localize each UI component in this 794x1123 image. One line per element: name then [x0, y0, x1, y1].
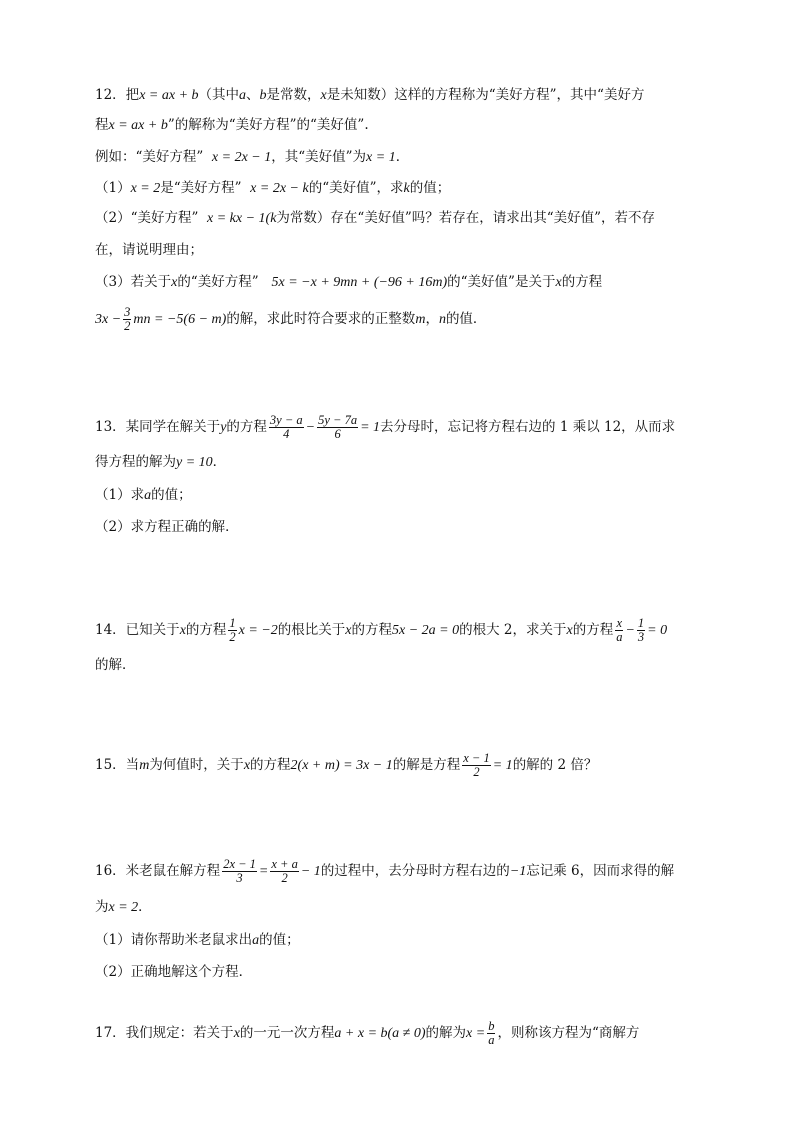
q16-part-2: （2）正确地解这个方程． — [95, 964, 253, 980]
q14-line-2: 的解． — [95, 657, 136, 673]
fraction-x-1-over-2: $\frac{x - 1}{2}$ — [463, 751, 490, 779]
fraction-1-3: $\frac{1}{3}$ — [637, 616, 645, 644]
fraction-5y-7a-over-6: $\frac{5y - 7a}{6}$ — [318, 413, 358, 441]
q12-line-2: 程x = ax + b”的解称为“美好方程”的“美好值”. — [95, 117, 369, 133]
fraction-3-2: $\frac{3}{2}$ — [124, 305, 131, 333]
fraction-2x-1-over-3: $\frac{2x - 1}{3}$ — [223, 857, 256, 885]
q13-line-1: 13．某同学在解关于y的方程 $\frac{3y - a}{4}$ − $\frac{5y - 7a}{6}$ = 1去分母时，忘记将方程右边的 1 乘以 12，从而求 — [95, 413, 676, 441]
q16-line-2: 为x = 2． — [95, 899, 152, 915]
q12-part-3-cont: 3x − $\frac{3}{2}$ mn = −5(6 − m)的解，求此时符合要求的正整数m，n的值． — [95, 305, 487, 333]
q12-part-2-cont: 在，请说明理由； — [95, 242, 203, 258]
q13-part-2: （2）求方程正确的解． — [95, 519, 239, 535]
q16-part-1: （1）请你帮助米老鼠求出a的值； — [95, 932, 300, 948]
q14-line-1: 14．已知关于x的方程 $\frac{1}{2}$ x = −2的根比关于x的方程5x − 2a = 0的根大 2，求关于x的方程 $\frac{x}{a}$ − $\frac{1}{3}$ = 0 — [95, 616, 668, 644]
q12-part-2: （2）“美好方程” x = kx − 1(k为常数）存在“美好值”吗？若存在，请求出其“美好值”，若不存 — [95, 210, 656, 226]
fraction-x-a: $\frac{x}{a}$ — [616, 616, 623, 644]
q16-line-1: 16．米老鼠在解方程 $\frac{2x - 1}{3}$ = $\frac{x + a}{2}$ − 1的过程中，去分母时方程右边的−1忘记乘 6，因而求得的解 — [95, 857, 675, 885]
q12-part-3: （3）若关于x的“美好方程” 5x = −x + 9mn + (−96 + 16m)的“美好值”是关于x的方程 — [95, 274, 603, 290]
q12-line-1: 12．把x = ax + b（其中a、b是常数，x是未知数）这样的方程称为“美好方程”，其中“美好方 — [95, 87, 645, 103]
q15-line-1: 15．当m为何值时，关于x的方程2(x + m) = 3x − 1的解是方程 $\frac{x - 1}{2}$ = 1的解的 2 倍？ — [95, 751, 598, 779]
q13-line-2: 得方程的解为y = 10． — [95, 454, 227, 470]
fraction-1-2: $\frac{1}{2}$ — [229, 616, 236, 644]
q13-part-1: （1）求a的值； — [95, 487, 192, 503]
fraction-b-a: $\frac{b}{a}$ — [488, 1019, 495, 1047]
q17-line-1: 17．我们规定：若关于x的一元一次方程a + x = b(a ≠ 0)的解为x = $\frac{b}{a}$ ，则称该方程为“商解方 — [95, 1019, 640, 1047]
q12-part-1: （1）x = 2是“美好方程” x = 2x − k的“美好值”，求k的值； — [95, 180, 451, 196]
q12-example: 例如：“美好方程” x = 2x − 1，其“美好值”为x = 1． — [95, 149, 410, 165]
fraction-x-a-over-2: $\frac{x + a}{2}$ — [271, 857, 298, 885]
fraction-3y-a-over-4: $\frac{3y - a}{4}$ — [269, 413, 303, 441]
